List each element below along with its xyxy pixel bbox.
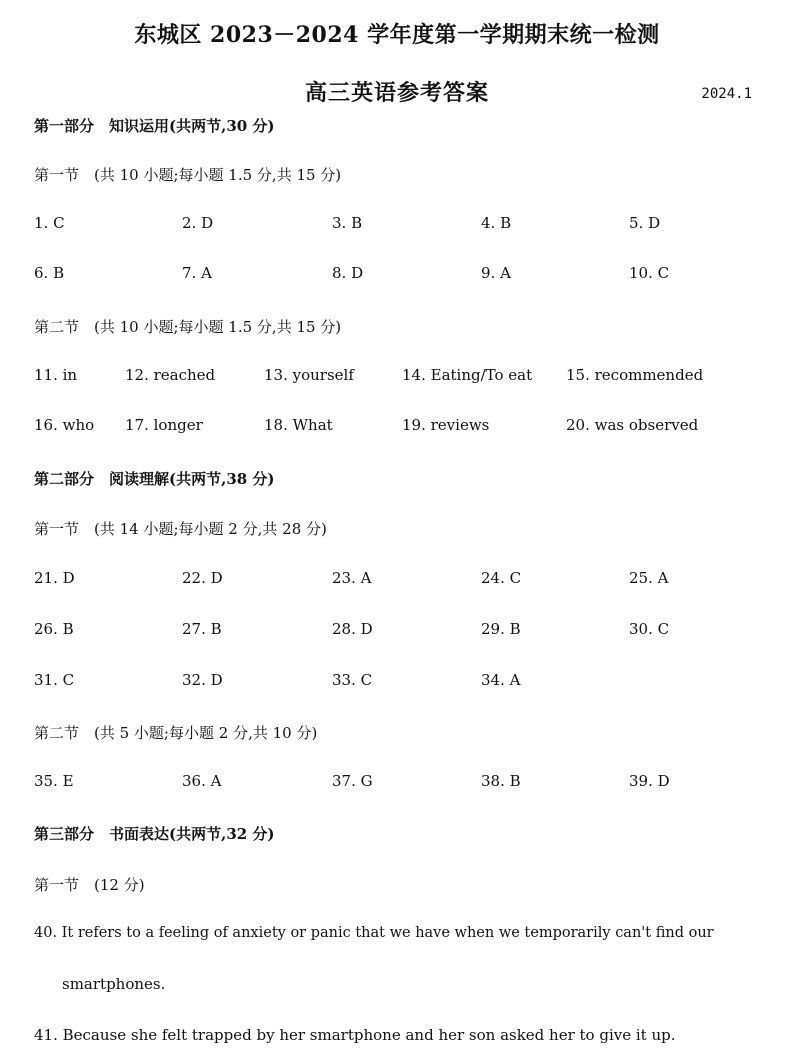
answer-item: 30. C	[629, 620, 670, 638]
answer-item: 9. A	[481, 264, 511, 282]
answer-41: 41. Because she felt trapped by her smartphone and her son asked her to give it up.	[34, 1026, 676, 1044]
answer-item: 21. D	[34, 569, 75, 587]
answer-item: 12. reached	[125, 366, 216, 384]
answer-item: 1. C	[34, 214, 65, 232]
document-date: 2024.1	[701, 86, 752, 102]
part3-heading: 第三部分 书面表达(共两节,32 分)	[34, 825, 275, 843]
answer-item: 23. A	[332, 569, 372, 587]
answer-item: 6. B	[34, 264, 65, 282]
answer-item: 25. A	[629, 569, 669, 587]
answer-item: 3. B	[332, 214, 363, 232]
answer-40-line1: 40. It refers to a feeling of anxiety or panic that we have when we temporarily can't find our	[34, 925, 714, 941]
answer-item: 16. who	[34, 416, 95, 434]
part2-heading: 第二部分 阅读理解(共两节,38 分)	[34, 470, 275, 488]
answer-item: 4. B	[481, 214, 512, 232]
answer-item: 22. D	[182, 569, 223, 587]
answer-item: 2. D	[182, 214, 214, 232]
answer-item: 20. was observed	[566, 416, 699, 434]
answer-item: 27. B	[182, 620, 222, 638]
answer-item: 24. C	[481, 569, 522, 587]
answer-item: 39. D	[629, 772, 670, 790]
answer-item: 34. A	[481, 671, 521, 689]
answer-item: 31. C	[34, 671, 75, 689]
answer-item: 11. in	[34, 366, 78, 384]
answer-item: 18. What	[264, 416, 333, 434]
part1-section2-heading: 第二节 (共 10 小题;每小题 1.5 分,共 15 分)	[34, 318, 342, 336]
answer-item: 7. A	[182, 264, 212, 282]
answer-item: 36. A	[182, 772, 222, 790]
part2-section2-heading: 第二节 (共 5 小题;每小题 2 分,共 10 分)	[34, 724, 318, 742]
answer-40-line2: smartphones.	[62, 975, 166, 993]
answer-item: 14. Eating/To eat	[402, 366, 533, 384]
answer-item: 19. reviews	[402, 416, 490, 434]
answer-item: 33. C	[332, 671, 373, 689]
part2-section1-heading: 第一节 (共 14 小题;每小题 2 分,共 28 分)	[34, 520, 327, 538]
answer-item: 15. recommended	[566, 366, 704, 384]
answer-item: 28. D	[332, 620, 373, 638]
part1-section1-heading: 第一节 (共 10 小题;每小题 1.5 分,共 15 分)	[34, 166, 342, 184]
document-subtitle: 高三英语参考答案	[304, 80, 489, 106]
answer-item: 10. C	[629, 264, 670, 282]
answer-item: 32. D	[182, 671, 223, 689]
document-title: 东城区 2023－2024 学年度第一学期期末统一检测	[134, 22, 660, 48]
answer-item: 29. B	[481, 620, 521, 638]
answer-item: 26. B	[34, 620, 74, 638]
answer-item: 13. yourself	[264, 366, 354, 384]
answer-item: 35. E	[34, 772, 74, 790]
answer-item: 5. D	[629, 214, 661, 232]
answer-item: 8. D	[332, 264, 364, 282]
part3-section1-heading: 第一节 (12 分)	[34, 876, 145, 894]
answer-item: 38. B	[481, 772, 521, 790]
answer-item: 37. G	[332, 772, 373, 790]
answer-item: 17. longer	[125, 416, 203, 434]
part1-heading: 第一部分 知识运用(共两节,30 分)	[34, 117, 275, 135]
